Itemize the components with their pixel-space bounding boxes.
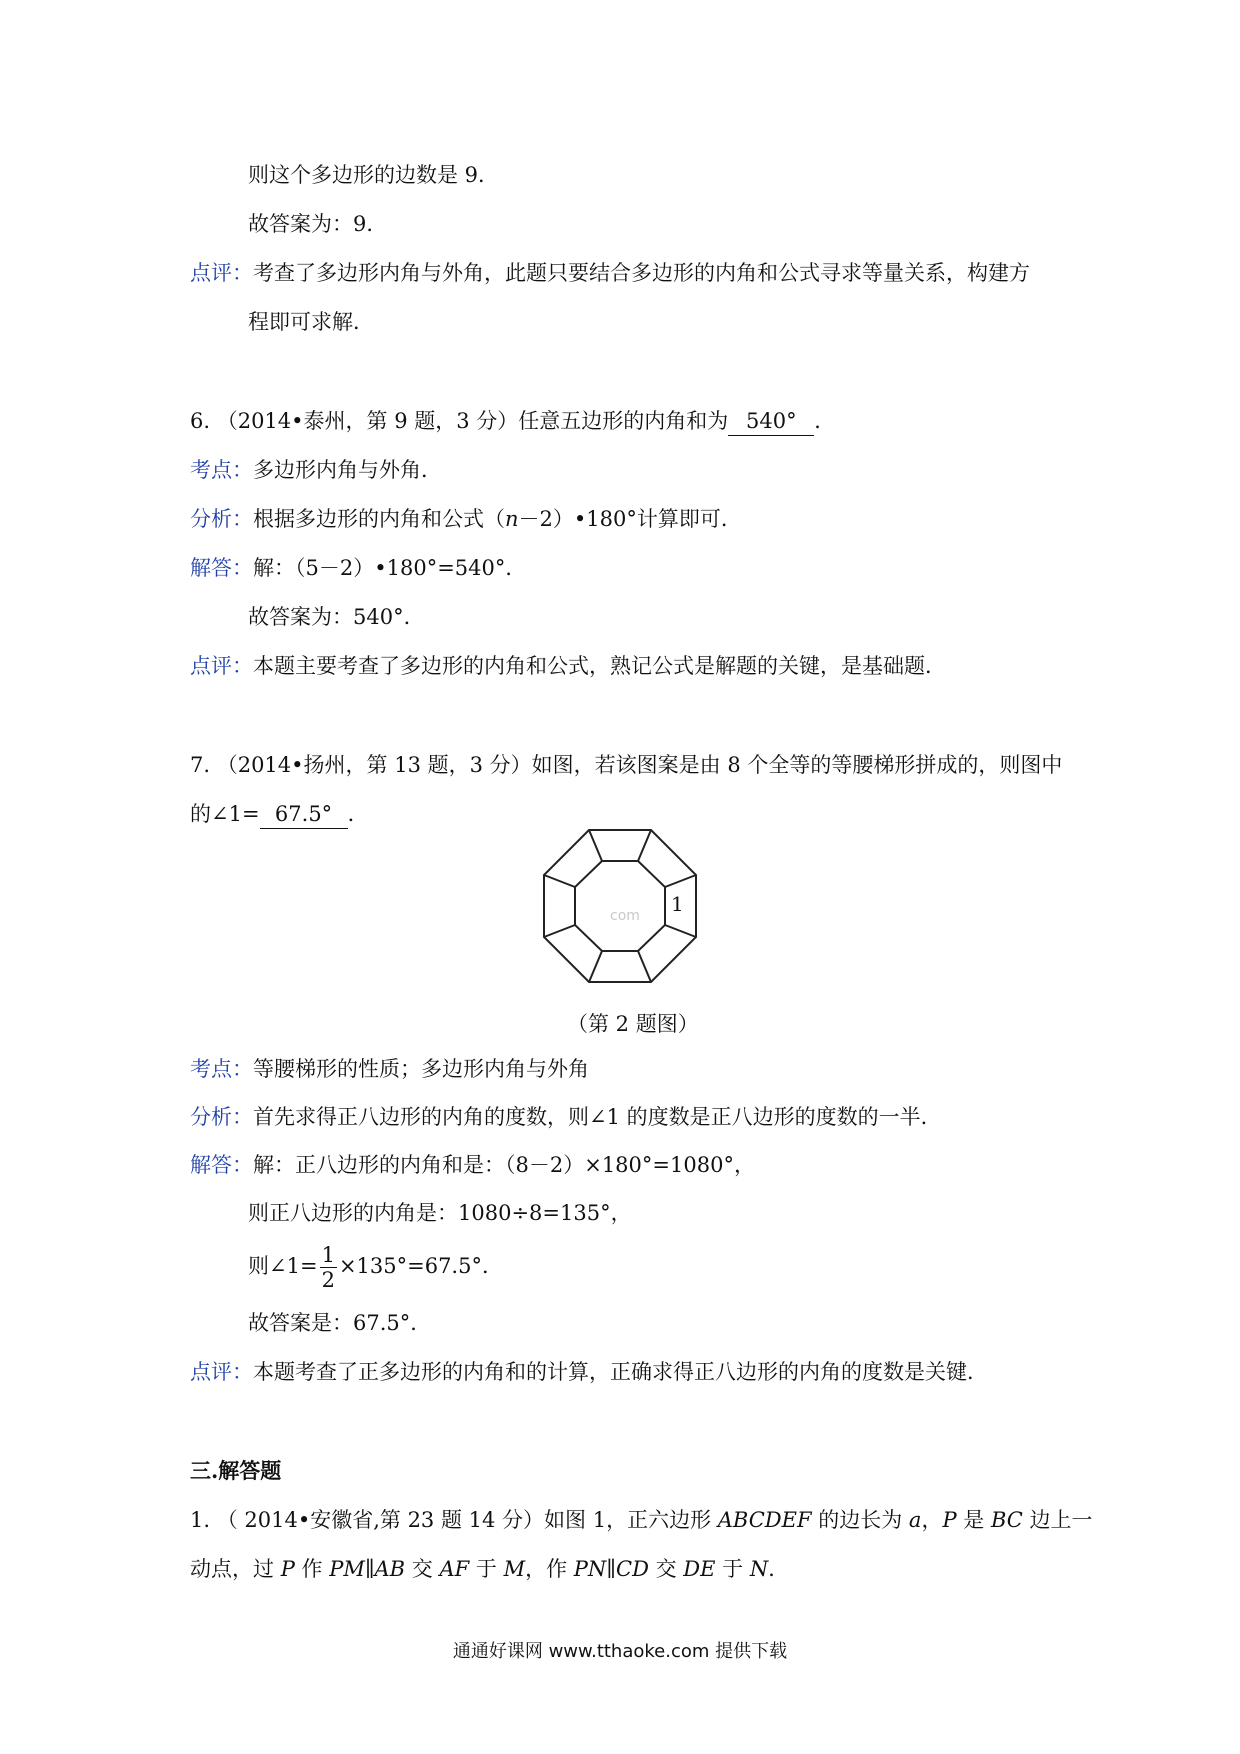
s3-q1-line-1 xyxy=(190,1506,1093,1534)
q7-dianping xyxy=(190,1358,988,1386)
s3-q1-text-b: 的边长为 xyxy=(811,1508,909,1532)
q7-stem: 7. （2014•扬州，第 13 题，3 分）如图，若该图案是由 8 个全等的等腰梯形拼成的，则图中 xyxy=(190,753,1063,777)
section-title: 三.解答题 xyxy=(190,1458,282,1483)
q7-jieda-text-1: 解：正八边形的内角和是：（8－2）×180°=1080°， xyxy=(253,1153,755,1177)
s3-q1-P: P xyxy=(942,1508,957,1532)
q6-dianping-text: 本题主要考查了多边形的内角和公式，熟记公式是解题的关键，是基础题． xyxy=(253,654,946,678)
figure-caption: （第 2 题图） xyxy=(567,1012,699,1036)
s3-q1-text-a: 1. （ 2014•安徽省,第 23 题 14 分）如图 1，正六边形 xyxy=(190,1508,718,1532)
s3-q1-l2-a: 动点，过 xyxy=(190,1557,281,1581)
q7-kaodian-label: 考点： xyxy=(190,1057,253,1081)
figure-watermark: com xyxy=(610,908,640,924)
s3-q1-l2-DE: DE xyxy=(683,1557,716,1581)
q7-stem-end: ． xyxy=(347,802,369,826)
trapezoid-edge xyxy=(544,925,575,937)
s3-q1-hex: ABCDEF xyxy=(717,1508,812,1532)
q6-fenxi-n: n xyxy=(505,507,519,531)
review-line-1 xyxy=(190,259,1030,287)
q6-jieda xyxy=(190,554,526,582)
q7-kaodian-text: 等腰梯形的性质；多边形内角与外角 xyxy=(253,1057,589,1081)
trapezoid-edge xyxy=(638,830,651,861)
s3-q1-text-d: 是 xyxy=(956,1508,991,1532)
q6-answer-blank: 540° xyxy=(728,407,814,436)
fraction-numerator: 1 xyxy=(321,1243,335,1267)
solution-line-answer: 故答案为：9． xyxy=(248,212,388,236)
trapezoid-edge xyxy=(544,875,575,887)
s3-q1-l2-M: M xyxy=(503,1557,526,1581)
trapezoid-edge xyxy=(665,925,696,937)
q7-stem-2 xyxy=(190,800,369,829)
s3-q1-l2-N: N xyxy=(749,1557,769,1581)
trapezoid-edge xyxy=(589,951,602,982)
s3-q1-l2-e: ，作 xyxy=(525,1557,574,1581)
q6-jieda-text: 解：（5－2）•180°=540°． xyxy=(253,556,527,580)
q6-stem-text: 6. （2014•泰州，第 9 题，3 分）任意五边形的内角和为 xyxy=(190,409,729,433)
q6-stem xyxy=(190,407,835,436)
q6-fenxi-post: －2）•180°计算即可． xyxy=(518,507,742,531)
review-line-2: 程即可求解． xyxy=(248,310,374,334)
q6-kaodian-label: 考点： xyxy=(190,458,253,482)
q7-jieda xyxy=(190,1151,755,1179)
s3-q1-line-2 xyxy=(190,1555,789,1583)
q7-kaodian xyxy=(190,1055,589,1083)
q7-fenxi-text: 首先求得正八边形的内角的度数，则∠1 的度数是正八边形的度数的一半． xyxy=(253,1105,942,1129)
s3-q1-l2-c: 交 xyxy=(405,1557,440,1581)
q6-fenxi xyxy=(190,505,742,533)
q6-answer-line: 故答案为：540°． xyxy=(248,605,425,629)
q7-jieda-3 xyxy=(248,1243,503,1292)
trapezoid-edge xyxy=(589,830,602,861)
q7-dianping-label: 点评： xyxy=(190,1360,253,1384)
s3-q1-l2-h: ． xyxy=(768,1557,790,1581)
q7-jieda-2: 则正八边形的内角是：1080÷8=135°， xyxy=(248,1201,632,1225)
q6-dianping-label: 点评： xyxy=(190,654,253,678)
octagon-figure xyxy=(530,825,730,1005)
trapezoid-edge xyxy=(665,875,696,887)
q7-fenxi xyxy=(190,1103,942,1131)
q6-stem-end: ． xyxy=(814,409,836,433)
s3-q1-l2-d: 于 xyxy=(469,1557,504,1581)
s3-q1-l2-P: P xyxy=(280,1557,295,1581)
q7-jieda-label: 解答： xyxy=(190,1153,253,1177)
q7-jieda3-post: ×135°=67.5°． xyxy=(338,1254,503,1278)
trapezoid-edge xyxy=(638,951,651,982)
s3-q1-l2-g: 于 xyxy=(715,1557,750,1581)
s3-q1-l2-f: 交 xyxy=(648,1557,684,1581)
s3-q1-l2-PMAB: PM∥AB xyxy=(329,1557,406,1581)
s3-q1-l2-PNCD: PN∥CD xyxy=(573,1557,649,1581)
review-label: 点评： xyxy=(190,261,253,285)
page-footer: 通通好课网 www.tthaoke.com 提供下载 xyxy=(452,1641,788,1662)
inner-octagon xyxy=(575,861,665,951)
q6-fenxi-pre: 根据多边形的内角和公式（ xyxy=(253,507,505,531)
fraction-half xyxy=(320,1243,337,1292)
q7-answer-blank: 67.5° xyxy=(260,800,348,829)
review-text: 考查了多边形内角与外角，此题只要结合多边形的内角和公式寻求等量关系，构建方 xyxy=(253,261,1030,285)
s3-q1-a: a xyxy=(908,1508,922,1532)
q6-kaodian xyxy=(190,456,442,484)
q7-fenxi-label: 分析： xyxy=(190,1105,253,1129)
q7-jieda3-pre: 则∠1= xyxy=(248,1254,318,1278)
q6-kaodian-text: 多边形内角与外角． xyxy=(253,458,442,482)
s3-q1-BC: BC xyxy=(990,1508,1023,1532)
angle-1-label: 1 xyxy=(671,892,684,916)
q7-dianping-text: 本题考查了正多边形的内角和的计算，正确求得正八边形的内角的度数是关键． xyxy=(253,1360,988,1384)
q6-fenxi-label: 分析： xyxy=(190,507,253,531)
s3-q1-text-e: 边上一 xyxy=(1022,1508,1093,1532)
fraction-denominator: 2 xyxy=(321,1268,335,1292)
q6-jieda-label: 解答： xyxy=(190,556,253,580)
s3-q1-l2-AF: AF xyxy=(439,1557,470,1581)
s3-q1-text-c: ， xyxy=(921,1508,943,1532)
solution-line-sides: 则这个多边形的边数是 9． xyxy=(248,163,500,187)
s3-q1-l2-b: 作 xyxy=(294,1557,330,1581)
q7-stem2-pre: 的∠1= xyxy=(190,802,260,826)
q6-dianping xyxy=(190,652,946,680)
q7-answer-line: 故答案是：67.5°． xyxy=(248,1311,432,1335)
